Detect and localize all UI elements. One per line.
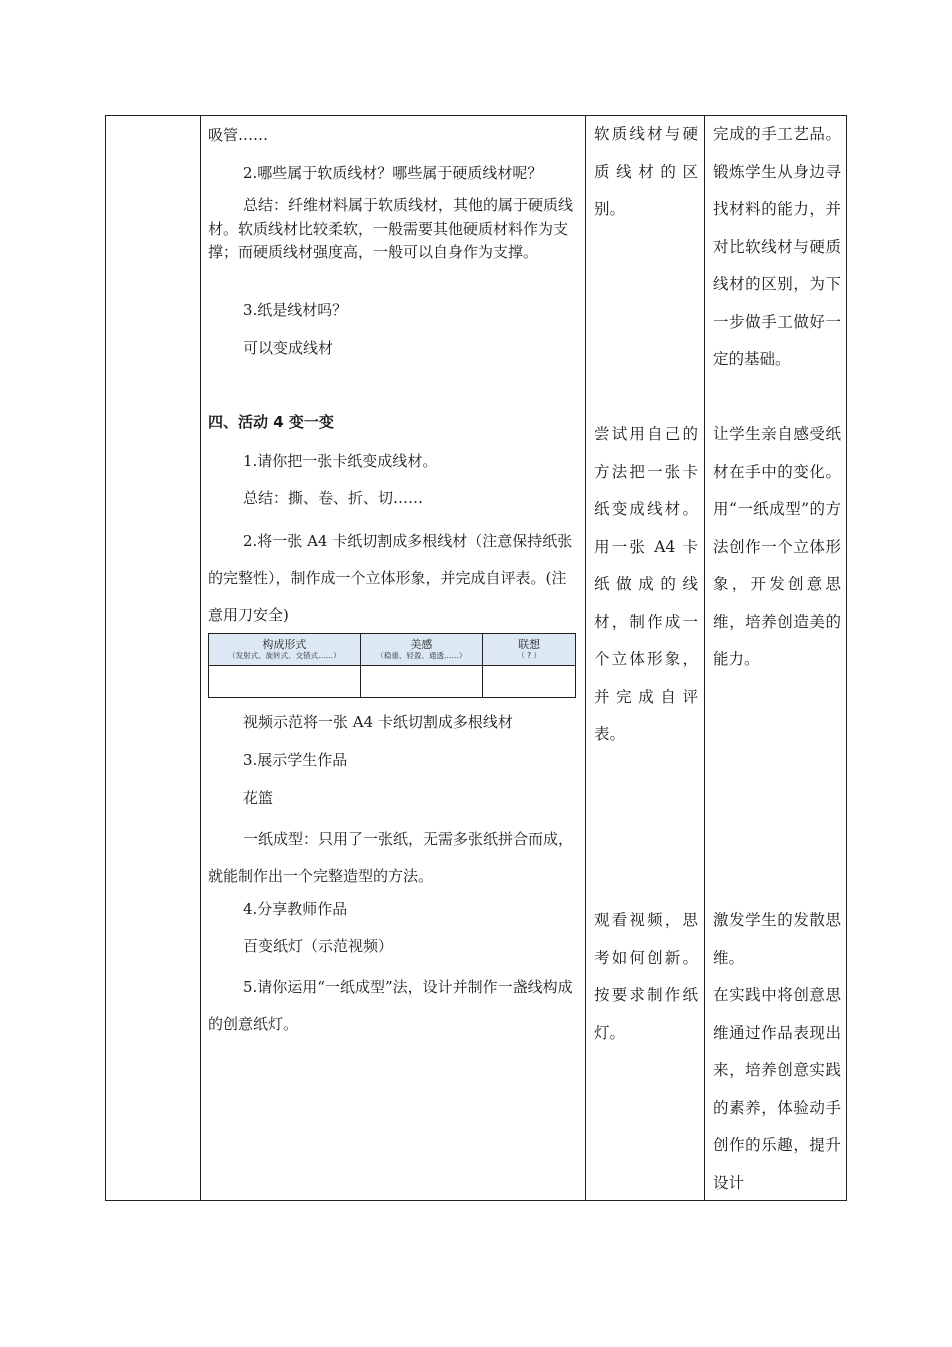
definition-paragraph: 一纸成型：只用了一张纸，无需多张纸拼合而成，就能制作出一个完整造型的方法。 bbox=[208, 830, 574, 885]
question-line: 3.纸是线材吗？ bbox=[243, 301, 348, 319]
task-paragraph: 2.将一张 A4 卡纸切割成多根线材（注意保持纸张的完整性），制作成一个立体形象，并完成自评表。(注意用刀安全) bbox=[208, 532, 573, 624]
question-line: 2.哪些属于软质线材？哪些属于硬质线材呢？ bbox=[243, 164, 543, 182]
table-header-row bbox=[209, 634, 576, 666]
table-cell bbox=[360, 666, 483, 698]
header-title: 联想 bbox=[518, 637, 541, 651]
table-header-cell bbox=[209, 634, 361, 666]
summary-line: 总结：撕、卷、折、切…… bbox=[243, 489, 424, 507]
task-paragraph: 5.请你运用“一纸成型”法，设计并制作一盏线构成的创意纸灯。 bbox=[208, 978, 573, 1033]
column-divider bbox=[585, 115, 586, 1201]
header-subtitle: （ ? ） bbox=[517, 650, 541, 660]
summary-paragraph: 总结：纤维材料属于软质线材，其他的属于硬质线材。软质线材比较柔软，一般需要其他硬质材料作为支撑；而硬质线材强度高，一般可以自身作为支撑。 bbox=[208, 196, 574, 261]
design-intent-text: 让学生亲自感受纸材在手中的变化。用“一纸成型”的方法创作一个立体形象，开发创意思维，培养创造美的能力。 bbox=[713, 425, 841, 668]
column-divider bbox=[704, 115, 705, 1201]
design-intent-text: 激发学生的发散思维。 bbox=[713, 911, 841, 967]
design-intent-text: 在实践中将创意思维通过作品表现出来，培养创意实践的素养，体验动手创作的乐趣，提升设计 bbox=[713, 986, 841, 1192]
student-activity-text: 观看视频，思考如何创新。按要求制作纸灯。 bbox=[594, 911, 698, 1042]
text-line: 吸管…… bbox=[208, 126, 269, 144]
header-title: 美感 bbox=[410, 637, 433, 651]
student-activity-text: 软质线材与硬质线材的区别。 bbox=[594, 125, 698, 218]
table-row bbox=[209, 666, 576, 698]
text-line: 花篮 bbox=[243, 789, 274, 807]
student-activity-text: 尝试用自己的方法把一张卡纸变成线材。用一张 A4 卡纸做成的线材，制作成一个立体形象，并完成自评表。 bbox=[594, 425, 698, 743]
text-line: 4.分享教师作品 bbox=[243, 900, 348, 918]
text-line: 3.展示学生作品 bbox=[243, 751, 348, 769]
table-cell bbox=[209, 666, 361, 698]
text-line: 可以变成线材 bbox=[243, 339, 334, 357]
design-intent-text: 完成的手工艺品。锻炼学生从身边寻找材料的能力，并对比软线材与硬质线材的区别，为下一步做手工做好一定的基础。 bbox=[713, 125, 841, 368]
header-title: 构成形式 bbox=[262, 637, 307, 651]
self-evaluation-table bbox=[208, 633, 576, 698]
section-heading: 四、活动 4 变一变 bbox=[208, 413, 334, 431]
text-line: 百变纸灯（示范视频） bbox=[243, 937, 394, 955]
column-divider bbox=[200, 115, 201, 1201]
task-line: 1.请你把一张卡纸变成线材。 bbox=[243, 452, 438, 470]
table-cell bbox=[483, 666, 576, 698]
text-line: 视频示范将一张 A4 卡纸切割成多根线材 bbox=[243, 713, 513, 731]
table-header-cell bbox=[360, 634, 483, 666]
header-subtitle: （稳重、轻盈、通透……） bbox=[376, 650, 467, 660]
table-header-cell bbox=[483, 634, 576, 666]
header-subtitle: （发射式、旋转式、交错式……） bbox=[228, 650, 341, 660]
